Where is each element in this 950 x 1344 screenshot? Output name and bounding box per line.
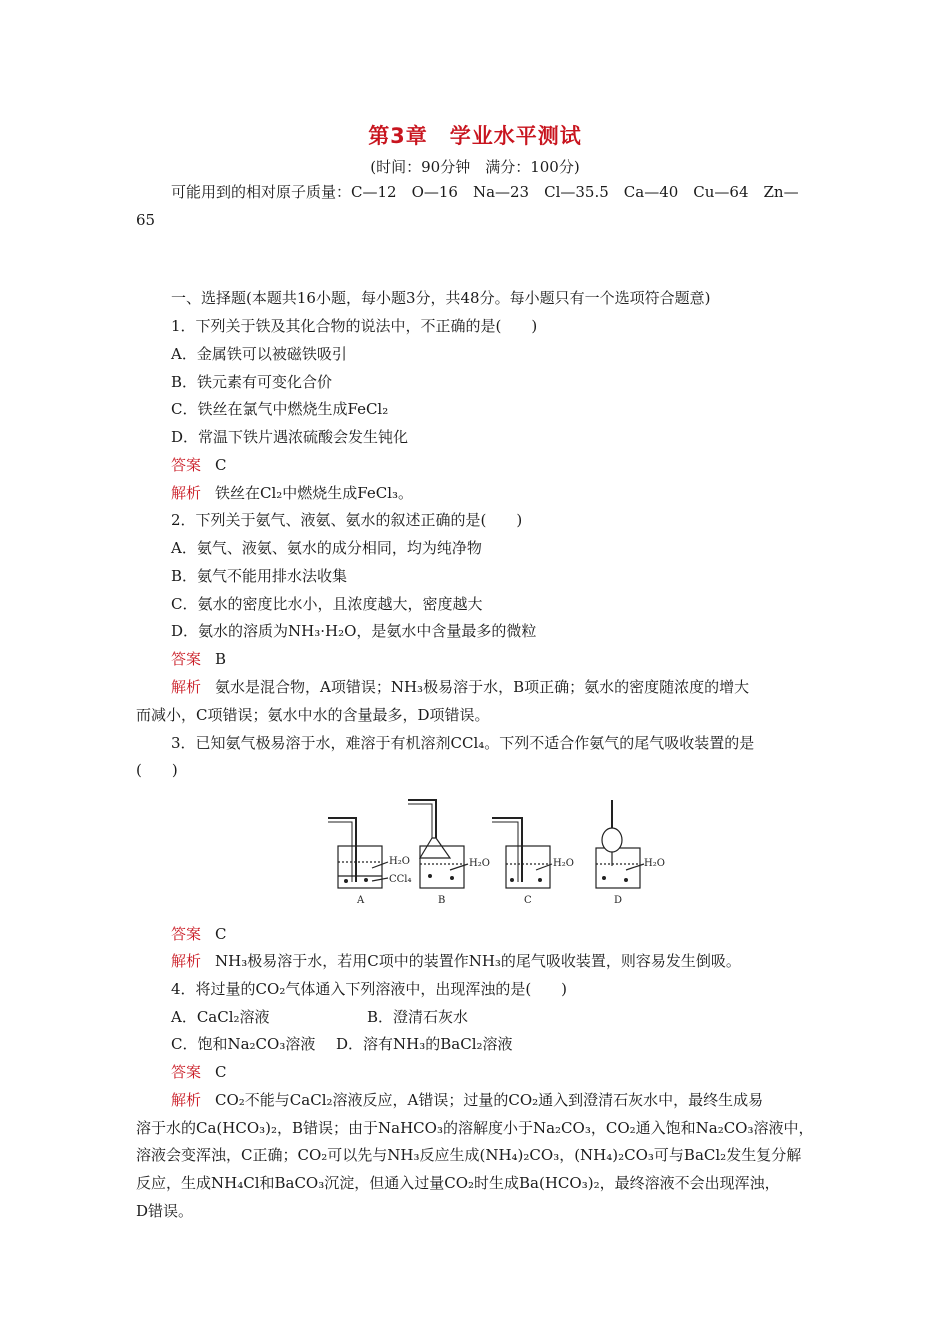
q1-analysis: [171, 483, 851, 503]
analysis-label: 解析: [171, 952, 202, 970]
q1-stem: 1．下列关于铁及其化合物的说法中，不正确的是( ): [171, 317, 538, 335]
apparatus-b: [408, 800, 468, 888]
apparatus-d: [596, 800, 644, 888]
q2-option-b: B．氨气不能用排水法收集: [171, 567, 348, 585]
q2-answer: [171, 649, 851, 669]
q1-option-a: A．金属铁可以被磁铁吸引: [171, 345, 347, 363]
q2-option-c: C．氨水的密度比水小，且浓度越大，密度越大: [171, 595, 483, 613]
q2-option-a: A．氨气、液氨、氨水的成分相同，均为纯净物: [171, 539, 482, 557]
q4-option-c: C．饱和Na₂CO₃溶液: [171, 1035, 316, 1053]
q2-answer-value: B: [215, 650, 227, 668]
q4-analysis-line4: 反应，生成NH₄Cl和BaCO₃沉淀，但通入过量CO₂时生成Ba(HCO₃)₂，最终溶液不会出现浑浊，: [136, 1174, 780, 1192]
answer-label: 答案: [171, 925, 202, 943]
q4-options-cd: [171, 1034, 851, 1054]
q4-analysis-line3: 溶液会变浑浊，C正确；CO₂可以先与NH₃反应生成(NH₄)₂CO₃，(NH₄)₂CO₃可与BaCl₂发生复分解: [136, 1146, 802, 1164]
q2-analysis-cont: 而减小，C项错误；氨水中水的含量最多，D项错误。: [136, 706, 490, 724]
answer-label: 答案: [171, 456, 202, 474]
atomic-masses: 可能用到的相对原子质量：C—12 O—16 Na—23 Cl—35.5 Ca—40 Cu—64 Zn—: [171, 183, 799, 201]
q3-stem: 3．已知氨气极易溶于水，难溶于有机溶剂CCl₄。下列不适合作氨气的尾气吸收装置的是: [171, 734, 755, 752]
label-b-h2o: H₂O: [469, 858, 490, 869]
atomic-masses-cont: 65: [136, 211, 156, 229]
label-d-h2o: H₂O: [644, 858, 665, 869]
q2-analysis-text: 氨水是混合物，A项错误；NH₃极易溶于水，B项正确；氨水的密度随浓度的增大: [215, 678, 750, 696]
q4-answer: [171, 1062, 851, 1082]
exam-time-info: (时间：90分钟 满分：100分): [370, 158, 580, 176]
analysis-label: 解析: [171, 678, 202, 696]
q4-analysis-text: CO₂不能与CaCl₂溶液反应，A错误；过量的CO₂通入到澄清石灰水中，最终生成易: [215, 1091, 764, 1109]
analysis-label: 解析: [171, 484, 202, 502]
q3-analysis-text: NH₃极易溶于水，若用C项中的装置作NH₃的尾气吸收装置，则容易发生倒吸。: [215, 952, 741, 970]
label-b: B: [438, 895, 446, 906]
q3-stem-cont: ( ): [136, 761, 178, 779]
q2-stem: 2．下列关于氨气、液氨、氨水的叙述正确的是( ): [171, 511, 523, 529]
label-c: C: [524, 895, 532, 906]
q1-analysis-text: 铁丝在Cl₂中燃烧生成FeCl₃。: [215, 484, 414, 502]
q4-answer-value: C: [215, 1063, 227, 1081]
q4-option-a: A．CaCl₂溶液: [171, 1008, 270, 1026]
label-a: A: [357, 895, 365, 906]
q4-analysis-line5: D错误。: [136, 1202, 194, 1220]
label-a-h2o: H₂O: [389, 856, 410, 867]
answer-label: 答案: [171, 650, 202, 668]
q4-analysis: [171, 1090, 851, 1110]
section-heading: 一、选择题(本题共16小题，每小题3分，共48分。每小题只有一个选项符合题意): [171, 289, 711, 307]
page-title: 第3章 学业水平测试: [368, 124, 582, 148]
apparatus-figure: [320, 796, 665, 908]
label-d: D: [614, 895, 623, 906]
analysis-label: 解析: [171, 1091, 202, 1109]
q3-answer-value: C: [215, 925, 227, 943]
apparatus-a: [328, 818, 388, 888]
q1-answer-value: C: [215, 456, 227, 474]
q2-option-d: D．氨水的溶质为NH₃·H₂O，是氨水中含量最多的微粒: [171, 622, 537, 640]
q1-option-c: C．铁丝在氯气中燃烧生成FeCl₂: [171, 400, 389, 418]
q4-analysis-line2: 溶于水的Ca(HCO₃)₂，B错误；由于NaHCO₃的溶解度小于Na₂CO₃，CO₂通入饱和Na₂CO₃溶液中，: [136, 1119, 814, 1137]
q3-analysis: [171, 951, 851, 971]
q1-option-d: D．常温下铁片遇浓硫酸会发生钝化: [171, 428, 409, 446]
label-a-ccl4: CCl₄: [389, 874, 412, 885]
q1-option-b: B．铁元素有可变化合价: [171, 373, 333, 391]
q3-answer: [171, 924, 851, 944]
q1-answer: [171, 455, 851, 475]
q4-stem: 4．将过量的CO₂气体通入下列溶液中，出现浑浊的是( ): [171, 980, 568, 998]
q4-option-d: D．溶有NH₃的BaCl₂溶液: [336, 1035, 513, 1053]
label-c-h2o: H₂O: [553, 858, 574, 869]
q4-option-b: B．澄清石灰水: [367, 1008, 469, 1026]
q4-options-ab: [171, 1007, 851, 1027]
apparatus-c: [492, 818, 552, 888]
answer-label: 答案: [171, 1063, 202, 1081]
q2-analysis: [171, 677, 851, 697]
